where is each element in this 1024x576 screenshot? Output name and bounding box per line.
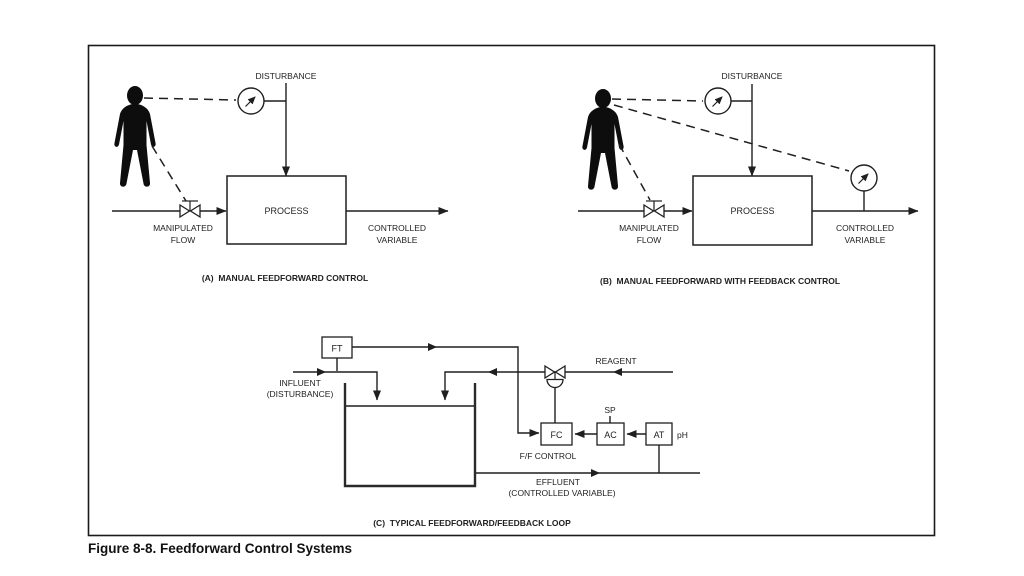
person-head <box>595 89 611 108</box>
diagram-b-caption: (B) MANUAL FEEDFORWARD WITH FEEDBACK CONTROL <box>599 276 841 286</box>
observe-disturbance-dashed-line <box>612 99 703 101</box>
observe-disturbance-dashed-line <box>144 98 236 100</box>
controlled-variable-label-1: CONTROLLED <box>367 223 427 233</box>
controlled-variable-label-2: VARIABLE <box>844 235 886 245</box>
gauge-needle <box>713 97 723 107</box>
person-body <box>582 107 623 190</box>
ft-signal-arrowhead <box>428 343 437 351</box>
control-valve-icon <box>545 366 565 388</box>
feedback-gauge-icon <box>851 165 877 211</box>
diagram-b <box>578 71 918 286</box>
operator-silhouette-icon <box>114 86 155 187</box>
effluent-label-2: (CONTROLLED VARIABLE) <box>508 488 616 498</box>
process-label: PROCESS <box>730 206 775 216</box>
manipulated-flow-label-2: FLOW <box>170 235 196 245</box>
disturbance-label: DISTURBANCE <box>255 71 317 81</box>
influent-label-1: INFLUENT <box>279 378 321 388</box>
setpoint-label: SP <box>604 405 616 415</box>
effluent-label-1: EFFLUENT <box>536 477 580 487</box>
diagram-c-caption: (C) TYPICAL FEEDFORWARD/FEEDBACK LOOP <box>373 518 571 528</box>
manipulated-flow-label-1: MANIPULATED <box>153 223 213 233</box>
process-label: PROCESS <box>264 206 309 216</box>
gauge-icon <box>238 88 264 114</box>
influent-label-2: (DISTURBANCE) <box>266 389 334 399</box>
person-body <box>114 104 155 187</box>
controlled-variable-label-1: CONTROLLED <box>835 223 895 233</box>
fc-label: FC <box>550 430 563 440</box>
reagent-arrowhead-2 <box>488 368 497 376</box>
figure-border <box>89 46 935 536</box>
figure-caption: Figure 8-8. Feedforward Control Systems <box>88 541 353 556</box>
reagent-arrowhead-1 <box>613 368 622 376</box>
ph-label: pH <box>677 430 688 440</box>
operator-silhouette-icon <box>582 89 623 190</box>
actuator-dome <box>547 380 563 388</box>
influent-arrowhead <box>317 368 326 376</box>
person-head <box>127 86 143 105</box>
diagram-c <box>267 337 700 528</box>
manipulated-flow-label-2: FLOW <box>636 235 662 245</box>
disturbance-label: DISTURBANCE <box>721 71 783 81</box>
controlled-variable-label-2: VARIABLE <box>376 235 418 245</box>
gauge-needle <box>246 97 256 107</box>
manipulated-flow-label-1: MANIPULATED <box>619 223 679 233</box>
manual-valve-icon <box>644 201 664 217</box>
gauge-icon <box>705 88 731 114</box>
at-label: AT <box>653 430 665 440</box>
reagent-label: REAGENT <box>595 356 637 366</box>
observe-feedback-dashed-line <box>614 105 849 171</box>
tank-outline <box>345 383 475 486</box>
ff-control-label: F/F CONTROL <box>519 451 577 461</box>
ac-label: AC <box>604 430 617 440</box>
ft-label: FT <box>331 343 343 354</box>
manual-valve-icon <box>180 201 200 217</box>
adjust-valve-dashed-line <box>152 146 186 201</box>
gauge-needle <box>859 174 869 184</box>
diagram-a <box>112 71 448 283</box>
diagram-a-caption: (A) MANUAL FEEDFORWARD CONTROL <box>201 273 369 283</box>
effluent-arrowhead <box>591 469 600 477</box>
adjust-valve-dashed-line <box>619 144 650 200</box>
